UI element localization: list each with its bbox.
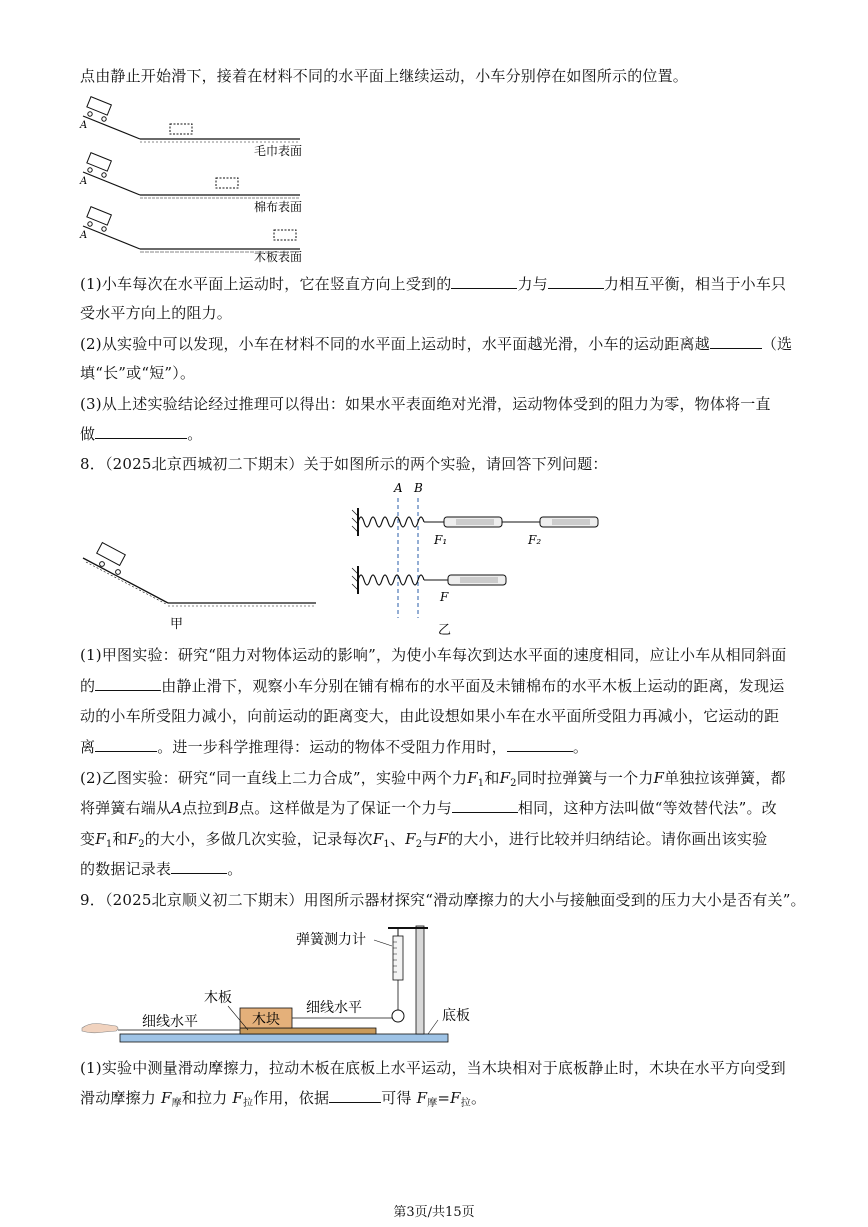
answer-blank[interactable] [507,737,573,752]
label-yi: 乙 [438,623,452,638]
answer-blank[interactable] [171,859,227,874]
subscript: 1 [383,839,390,850]
answer-blank[interactable] [95,424,187,439]
answer-blank[interactable] [710,334,762,349]
figure-inclines [78,94,318,266]
q8-title: 8．（2025北京西城初二下期末）关于如图所示的两个实验，请回答下列问题： [80,455,608,473]
q7-part3-line2 [80,424,202,444]
label-jia: 甲 [170,617,184,632]
intro-text: 点由静止开始滑下，接着在材料不同的水平面上继续运动，小车分别停在如图所示的位置。 [80,67,689,85]
subscript: 1 [477,778,485,789]
f-symbol: F [653,769,665,787]
point-a-label: A [80,120,88,131]
text: 可得 [381,1089,412,1107]
q8-part2-line3 [80,829,767,855]
q9-part1-line1: (1)实验中测量滑动摩擦力，拉动木板在底板上水平运动，当木块相对于底板静止时，木块在水平方向受到 [80,1059,786,1077]
text: 将弹簧右端从 [80,799,172,817]
q7-part1-line2: 受水平方向上的阻力。 [80,304,233,322]
base-label: 底板 [442,1008,470,1024]
text: 的数据记录表 [80,860,172,878]
board-label: 木板 [204,990,232,1006]
q7-part1-line1 [80,274,786,294]
label-f2: F₂ [528,533,542,547]
page-footer: 第3页/共15页 [393,1205,475,1220]
q9-title: 9．（2025北京顺义初二下期末）用图所示器材探究“滑动摩擦力的大小与接触面受到的压力大小是否有关”。 [80,891,806,909]
text: 力相互平衡，相当于小车只 [603,275,787,293]
f1-symbol: F [372,830,384,848]
text: (2)从实验中可以发现，小车在材料不同的水平面上运动时，水平面越光滑，小车的运动距离越 [80,335,710,353]
f2-symbol: F [127,830,139,848]
text: 力与 [517,275,548,293]
text: 点。这样做是为了保证一个力与 [239,799,452,817]
text: 相同，这种方法叫做“等效替代法”。改 [517,799,777,817]
text: 作用，依据 [253,1089,330,1107]
q7-part3-line1: (3)从上述实验结论经过推理可以得出：如果水平表面绝对光滑，运动物体受到的阻力为零，物体将一直 [80,395,771,413]
incline-wood [79,207,302,264]
f1-symbol: F [467,769,478,787]
answer-blank[interactable] [329,1088,381,1103]
text: 。 [227,860,243,878]
text: （选 [761,335,793,353]
text: = [437,1089,451,1107]
point-a: A [171,799,183,817]
spring-scale-label: 弹簧测力计 [296,932,366,948]
f-symbol: F [160,1089,172,1107]
label-f: F [440,590,449,604]
subscript: 2 [138,839,145,850]
text: 。 [572,738,589,756]
text: 由静止滑下，观察小车分别在铺有棉布的水平面及未铺棉布的水平木板上运动的距离，发现运 [161,677,785,695]
text: 同时拉弹簧与一个力 [516,769,654,787]
f-symbol: F [416,1089,428,1107]
q7-part2-line1 [80,334,792,354]
text: 点拉到 [182,799,228,817]
text: (2)乙图实验：研究“同一直线上二力合成”，实验中两个力 [80,769,468,787]
q8-part2-line4 [80,859,242,879]
subscript: 2 [510,778,517,789]
f2-symbol: F [499,769,511,787]
text: 。 [187,425,203,443]
answer-blank[interactable] [548,274,604,289]
subscript: 1 [105,839,113,850]
answer-blank[interactable] [95,676,161,691]
label-b: B [414,481,423,495]
answer-blank[interactable] [451,274,517,289]
text: 和 [484,769,500,787]
q8-part1-line3: 动的小车所受阻力减小，向前运动的距离变大，由此设想如果小车在水平面所受阻力再减小，它运动的距 [80,707,780,725]
surface-label-wood: 木板表面 [254,250,303,264]
text: 和 [112,830,128,848]
text: 做 [80,425,96,443]
f-symbol: F [437,830,449,848]
label-a: A [394,481,403,495]
figure-yi [344,478,604,638]
text: (1)小车每次在水平面上运动时，它在竖直方向上受到的 [80,275,452,293]
text: 、 [389,830,406,848]
surface-label-cotton: 棉布表面 [254,200,303,214]
q7-part2-line2: 填“长”或“短”）。 [80,364,196,382]
block-label: 木块 [252,1012,280,1028]
text: 变 [80,830,96,848]
text: 单独拉该弹簧，都 [664,769,786,787]
subscript: 摩 [171,1098,182,1109]
text: 离 [80,738,96,756]
text: 的大小，进行比较并归纳结论。请你画出该实验 [448,830,768,848]
text: 与 [422,830,438,848]
figure-jia [78,540,328,632]
surface-label-towel: 毛巾表面 [254,144,303,158]
text: 的 [80,677,96,695]
text: 滑动摩擦力 [80,1089,157,1107]
label-f1: F₁ [434,533,448,547]
point-a-label: A [80,230,88,241]
subscript: 摩 [427,1098,438,1109]
answer-blank[interactable] [95,737,157,752]
line-left-label: 细线水平 [142,1014,198,1030]
point-a-label: A [80,176,88,187]
incline-towel [79,97,302,158]
text: 的大小，多做几次实验，记录每次 [144,830,373,848]
point-b: B [227,799,240,817]
figure-friction [78,920,478,1052]
subscript: 拉 [460,1098,471,1109]
incline-cotton [79,153,302,214]
text: 和拉力 [181,1089,228,1107]
q8-part2-line2 [80,798,777,818]
answer-blank[interactable] [452,798,518,813]
text: 。进一步科学推理得：运动的物体不受阻力作用时， [157,738,507,756]
q8-part1-line1: (1)甲图实验：研究“阻力对物体运动的影响”，为使小车每次到达水平面的速度相同，应让小车从相同斜面 [80,646,787,664]
q9-part1-line2: 滑动摩擦力 $F_摩$和拉力 $F_拉$作用，依据 可得 $F_摩=F_拉$。 [80,1089,487,1109]
f-symbol: F [232,1089,243,1107]
q8-part2-line1 [80,768,786,794]
subscript: 拉 [242,1098,254,1109]
line-right-label: 细线水平 [306,1000,362,1016]
f-symbol: F [450,1089,461,1107]
f1-symbol: F [95,830,106,848]
q8-part1-line4 [80,737,588,757]
q8-part1-line2 [80,676,784,696]
subscript: 2 [415,839,423,850]
f2-symbol: F [405,830,416,848]
